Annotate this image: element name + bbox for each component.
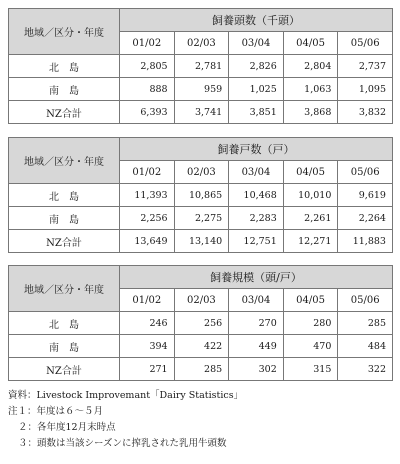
data-cell: 13,649 (120, 230, 175, 253)
row-label: NZ合計 (9, 358, 120, 381)
year-header: 03/04 (229, 161, 284, 184)
data-cell: 10,865 (174, 184, 229, 207)
data-cell: 280 (283, 312, 338, 335)
data-cell: 449 (229, 335, 284, 358)
table-row (9, 55, 393, 78)
data-cell: 888 (120, 78, 175, 101)
data-cell: 959 (174, 78, 229, 101)
farm-count-table (8, 137, 393, 253)
region-header: 地域／区分・年度 (9, 9, 120, 55)
footnote-1: 注１：年度は６～５月 (8, 406, 104, 417)
row-label: 北 島 (9, 312, 120, 335)
data-cell: 246 (120, 312, 175, 335)
year-header: 03/04 (229, 289, 284, 312)
data-cell: 12,271 (283, 230, 338, 253)
data-cell: 271 (120, 358, 175, 381)
year-header: 03/04 (229, 32, 284, 55)
data-cell: 6,393 (120, 101, 175, 124)
year-header: 02/03 (174, 289, 229, 312)
table-row (9, 335, 393, 358)
row-label: 北 島 (9, 55, 120, 78)
data-cell: 11,393 (120, 184, 175, 207)
table-row (9, 78, 393, 101)
herd-per-farm-table (8, 265, 393, 381)
data-cell: 2,826 (229, 55, 284, 78)
data-cell: 285 (338, 312, 393, 335)
data-cell: 484 (338, 335, 393, 358)
data-cell: 1,095 (338, 78, 393, 101)
data-cell: 2,261 (283, 207, 338, 230)
data-cell: 2,781 (174, 55, 229, 78)
metric-header: 飼養頭数（千頭） (120, 9, 393, 32)
table-row (9, 230, 393, 253)
footnote-2: ２：各年度12月末時点 (18, 422, 116, 433)
data-cell: 322 (338, 358, 393, 381)
data-cell: 470 (283, 335, 338, 358)
year-header: 02/03 (174, 32, 229, 55)
data-cell: 394 (120, 335, 175, 358)
year-header: 04/05 (283, 161, 338, 184)
data-cell: 10,010 (283, 184, 338, 207)
data-cell: 3,868 (283, 101, 338, 124)
table-row (9, 312, 393, 335)
data-cell: 2,804 (283, 55, 338, 78)
year-header: 05/06 (338, 289, 393, 312)
year-header: 05/06 (338, 32, 393, 55)
data-cell: 3,741 (174, 101, 229, 124)
data-cell: 10,468 (229, 184, 284, 207)
data-cell: 2,264 (338, 207, 393, 230)
data-cell: 1,063 (283, 78, 338, 101)
row-label: 南 島 (9, 207, 120, 230)
row-label: 北 島 (9, 184, 120, 207)
data-cell: 315 (283, 358, 338, 381)
year-header: 04/05 (283, 289, 338, 312)
data-cell: 12,751 (229, 230, 284, 253)
table-row (9, 184, 393, 207)
year-header: 05/06 (338, 161, 393, 184)
data-cell: 9,619 (338, 184, 393, 207)
year-header: 02/03 (174, 161, 229, 184)
data-cell: 2,283 (229, 207, 284, 230)
data-cell: 11,883 (338, 230, 393, 253)
footnotes (8, 388, 392, 452)
data-cell: 285 (174, 358, 229, 381)
year-header: 01/02 (120, 161, 175, 184)
metric-header: 飼養規模（頭/戸） (120, 266, 393, 289)
row-label: NZ合計 (9, 230, 120, 253)
metric-header: 飼養戸数（戸） (120, 138, 393, 161)
herd-size-table (8, 8, 393, 124)
data-cell: 270 (229, 312, 284, 335)
region-header: 地域／区分・年度 (9, 266, 120, 312)
row-label: 南 島 (9, 78, 120, 101)
data-cell: 3,851 (229, 101, 284, 124)
row-label: 南 島 (9, 335, 120, 358)
data-cell: 422 (174, 335, 229, 358)
data-cell: 13,140 (174, 230, 229, 253)
data-cell: 256 (174, 312, 229, 335)
year-header: 01/02 (120, 289, 175, 312)
year-header: 01/02 (120, 32, 175, 55)
row-label: NZ合計 (9, 101, 120, 124)
table-row (9, 101, 393, 124)
data-cell: 302 (229, 358, 284, 381)
data-cell: 2,737 (338, 55, 393, 78)
table-row (9, 358, 393, 381)
data-cell: 1,025 (229, 78, 284, 101)
data-cell: 2,805 (120, 55, 175, 78)
source-note: 資料：Livestock Improvemant「Dairy Statistics」 (8, 390, 244, 401)
data-cell: 2,275 (174, 207, 229, 230)
data-cell: 2,256 (120, 207, 175, 230)
table-row (9, 207, 393, 230)
year-header: 04/05 (283, 32, 338, 55)
data-cell: 3,832 (338, 101, 393, 124)
region-header: 地域／区分・年度 (9, 138, 120, 184)
footnote-3: ３：頭数は当該シーズンに搾乳された乳用牛頭数 (18, 438, 227, 449)
